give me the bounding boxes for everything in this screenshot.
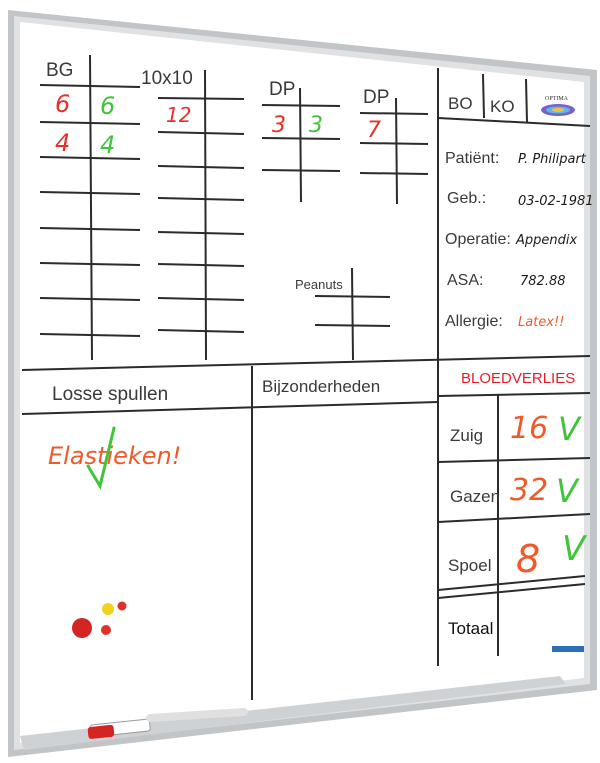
asa-label: ASA: <box>447 272 484 289</box>
bg-count: 6 <box>55 90 71 118</box>
red-magnet <box>101 625 111 635</box>
losse-spullen-heading: Losse spullen <box>52 384 169 405</box>
spoel-label: Spoel <box>448 556 492 575</box>
patient-label: Patiënt: <box>445 150 500 167</box>
bg-heading: BG <box>46 60 74 81</box>
bg-count: 6 <box>100 92 116 120</box>
dp2-heading: DP <box>363 87 390 108</box>
check-mark: V <box>562 529 586 569</box>
dp2-count: 7 <box>367 118 381 143</box>
bo-heading: BO <box>448 94 473 113</box>
red-magnet <box>118 602 127 611</box>
bloedverlies-heading: BLOEDVERLIES <box>461 370 576 387</box>
red-magnet <box>72 618 92 638</box>
losse-spullen-note: Elastieken! <box>48 442 182 470</box>
bg-count: 4 <box>55 129 71 157</box>
dp1-heading: DP <box>269 79 296 100</box>
ko-heading: KO <box>490 97 515 116</box>
zuig-value: 16 <box>510 411 549 446</box>
brand-label <box>552 646 584 652</box>
optima-logo-text: OPTIMA <box>545 96 569 102</box>
tenxten-count: 12 <box>166 103 192 127</box>
operatie-label: Operatie: <box>445 231 511 248</box>
zuig-label: Zuig <box>450 426 484 445</box>
patient-value: P. Philipart <box>518 152 586 167</box>
geb-value: 03-02-1981 <box>518 194 594 209</box>
peanuts-label: Peanuts <box>295 277 343 292</box>
allergie-value: Latex!! <box>518 315 565 330</box>
gazen-value: 32 <box>510 473 549 508</box>
totaal-label: Totaal <box>448 619 494 638</box>
yellow-magnet <box>102 603 114 615</box>
tenxten-heading: 10x10 <box>141 68 193 89</box>
dp1-count: 3 <box>272 113 286 138</box>
gazen-label: Gazen <box>450 487 501 506</box>
allergie-label: Allergie: <box>445 313 503 330</box>
bg-count: 4 <box>100 131 116 159</box>
operatie-value: Appendix <box>516 233 578 248</box>
asa-value: 782.88 <box>520 274 566 289</box>
bijzonderheden-heading: Bijzonderheden <box>262 377 381 396</box>
spoel-value: 8 <box>516 537 541 581</box>
check-mark: V <box>556 472 578 510</box>
check-mark: V <box>558 410 580 448</box>
geb-label: Geb.: <box>447 190 487 207</box>
dp1-count: 3 <box>309 113 323 138</box>
